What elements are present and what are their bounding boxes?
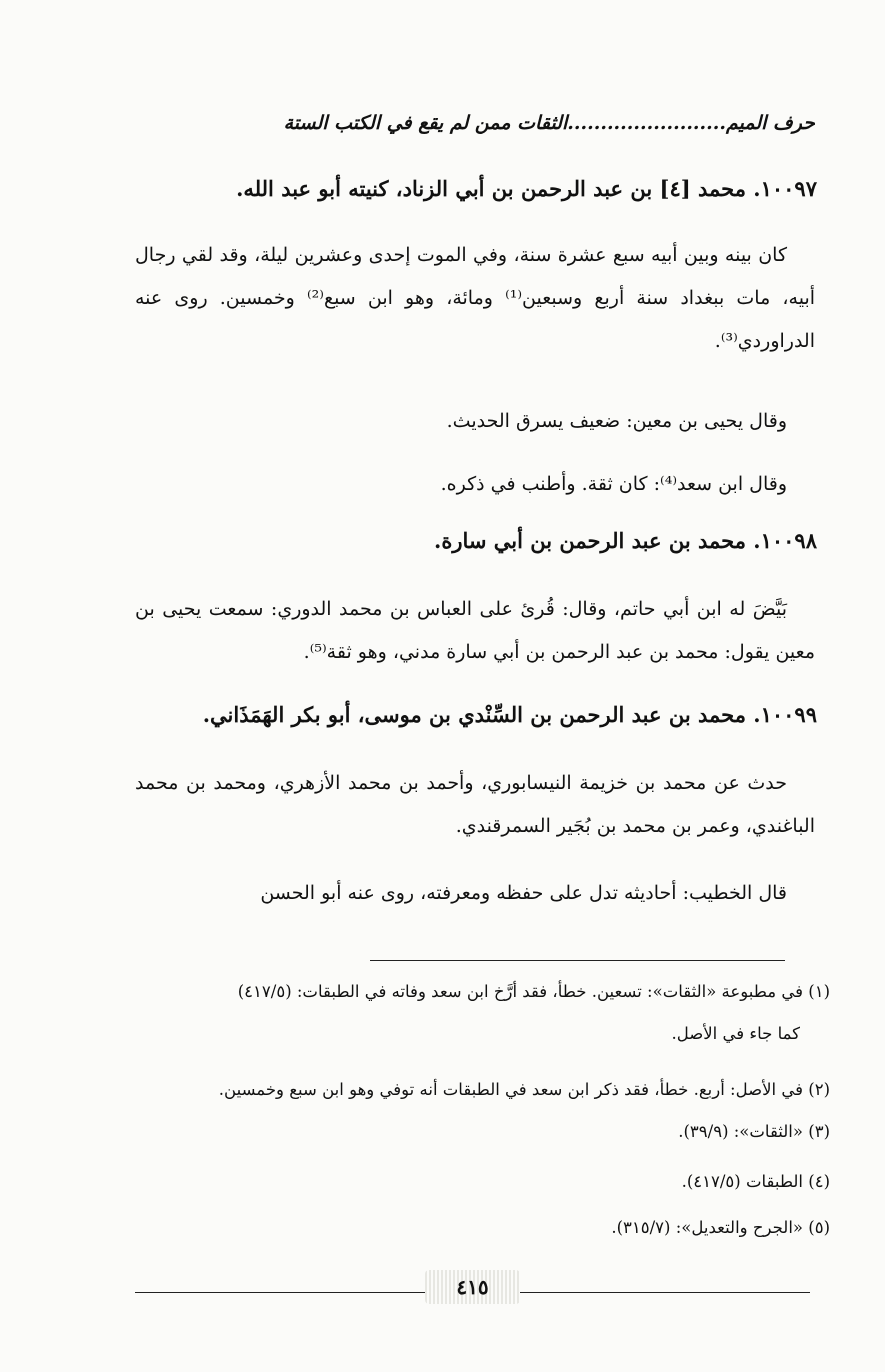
footnote-separator — [370, 960, 785, 961]
entry-paragraph: وقال ابن سعد⁽⁴⁾: كان ثقة. وأطنب في ذكره. — [440, 473, 787, 495]
footnote-5: (٥) «الجرح والتعديل»: (٣١٥/٧). — [611, 1218, 830, 1237]
entry-paragraph: قال الخطيب: أحاديثه تدل على حفظه ومعرفته، روى عنه أبو الحسن — [260, 882, 787, 904]
entry-name: محمد بن عبد الرحمن بن أبي سارة. — [434, 528, 746, 553]
footer-rule-left — [135, 1292, 425, 1293]
entry-name: محمد بن عبد الرحمن بن السِّنْدي بن موسى، أبو بكر الهَمَذَاني. — [202, 702, 746, 727]
entry-title-10098 — [127, 528, 817, 553]
footnote-1: (١) في مطبوعة «الثقات»: تسعين. خطأ، فقد أرَّخ ابن سعد وفاته في الطبقات: (٤١٧/٥) — [237, 982, 830, 1001]
entry-title-10097 — [127, 176, 817, 201]
footnote-1-continued: كما جاء في الأصل. — [671, 1024, 800, 1043]
entry-paragraph: حدث عن محمد بن خزيمة النيسابوري، وأحمد بن محمد الأزهري، ومحمد بن محمد الباغندي، وعمر بن محمد بن بُجَير السمرقندي. — [135, 772, 815, 837]
running-header — [140, 112, 815, 134]
entry-title-10099 — [127, 702, 817, 727]
footer-rule-right — [520, 1292, 810, 1293]
entry-number: ١٠٠٩٧. — [753, 176, 817, 201]
footnote-2: (٢) في الأصل: أربع. خطأ، فقد ذكر ابن سعد في الطبقات أنه توفي وهو ابن سبع وخمسين. — [218, 1080, 830, 1099]
entry-paragraph: كان بينه وبين أبيه سبع عشرة سنة، وفي الموت إحدى وعشرين ليلة، وقد لقي رجال أبيه، مات ببغداد سنة أربع وسبعين⁽¹⁾ ومائة، وهو ابن سبع⁽²⁾ وخمسين. روى عنه الدراوردي⁽³⁾. — [135, 244, 816, 352]
entry-number: ١٠٠٩٩. — [753, 702, 817, 727]
entry-paragraph: وقال يحيى بن معين: ضعيف يسرق الحديث. — [446, 410, 787, 432]
header-chapter: حرف الميم — [726, 112, 815, 134]
footnote-3: (٣) «الثقات»: (٣٩/٩). — [678, 1122, 830, 1141]
entry-paragraph: بَيَّضَ له ابن أبي حاتم، وقال: قُرئ على العباس بن محمد الدوري: سمعت يحيى بن معين يقول: محمد بن عبد الرحمن بن أبي سارة مدني، وهو ثقة⁽⁵⁾. — [135, 598, 815, 663]
entry-number: ١٠٠٩٨. — [753, 528, 817, 553]
entry-name: محمد [٤] بن عبد الرحمن بن أبي الزناد، كنيته أبو عبد الله. — [236, 176, 746, 201]
header-book-title: الثقات ممن لم يقع في الكتب الستة — [283, 112, 568, 134]
page-number: ٤١٥ — [425, 1270, 520, 1304]
header-dots: ........................ — [567, 112, 727, 134]
footnote-4: (٤) الطبقات (٤١٧/٥). — [681, 1172, 830, 1191]
